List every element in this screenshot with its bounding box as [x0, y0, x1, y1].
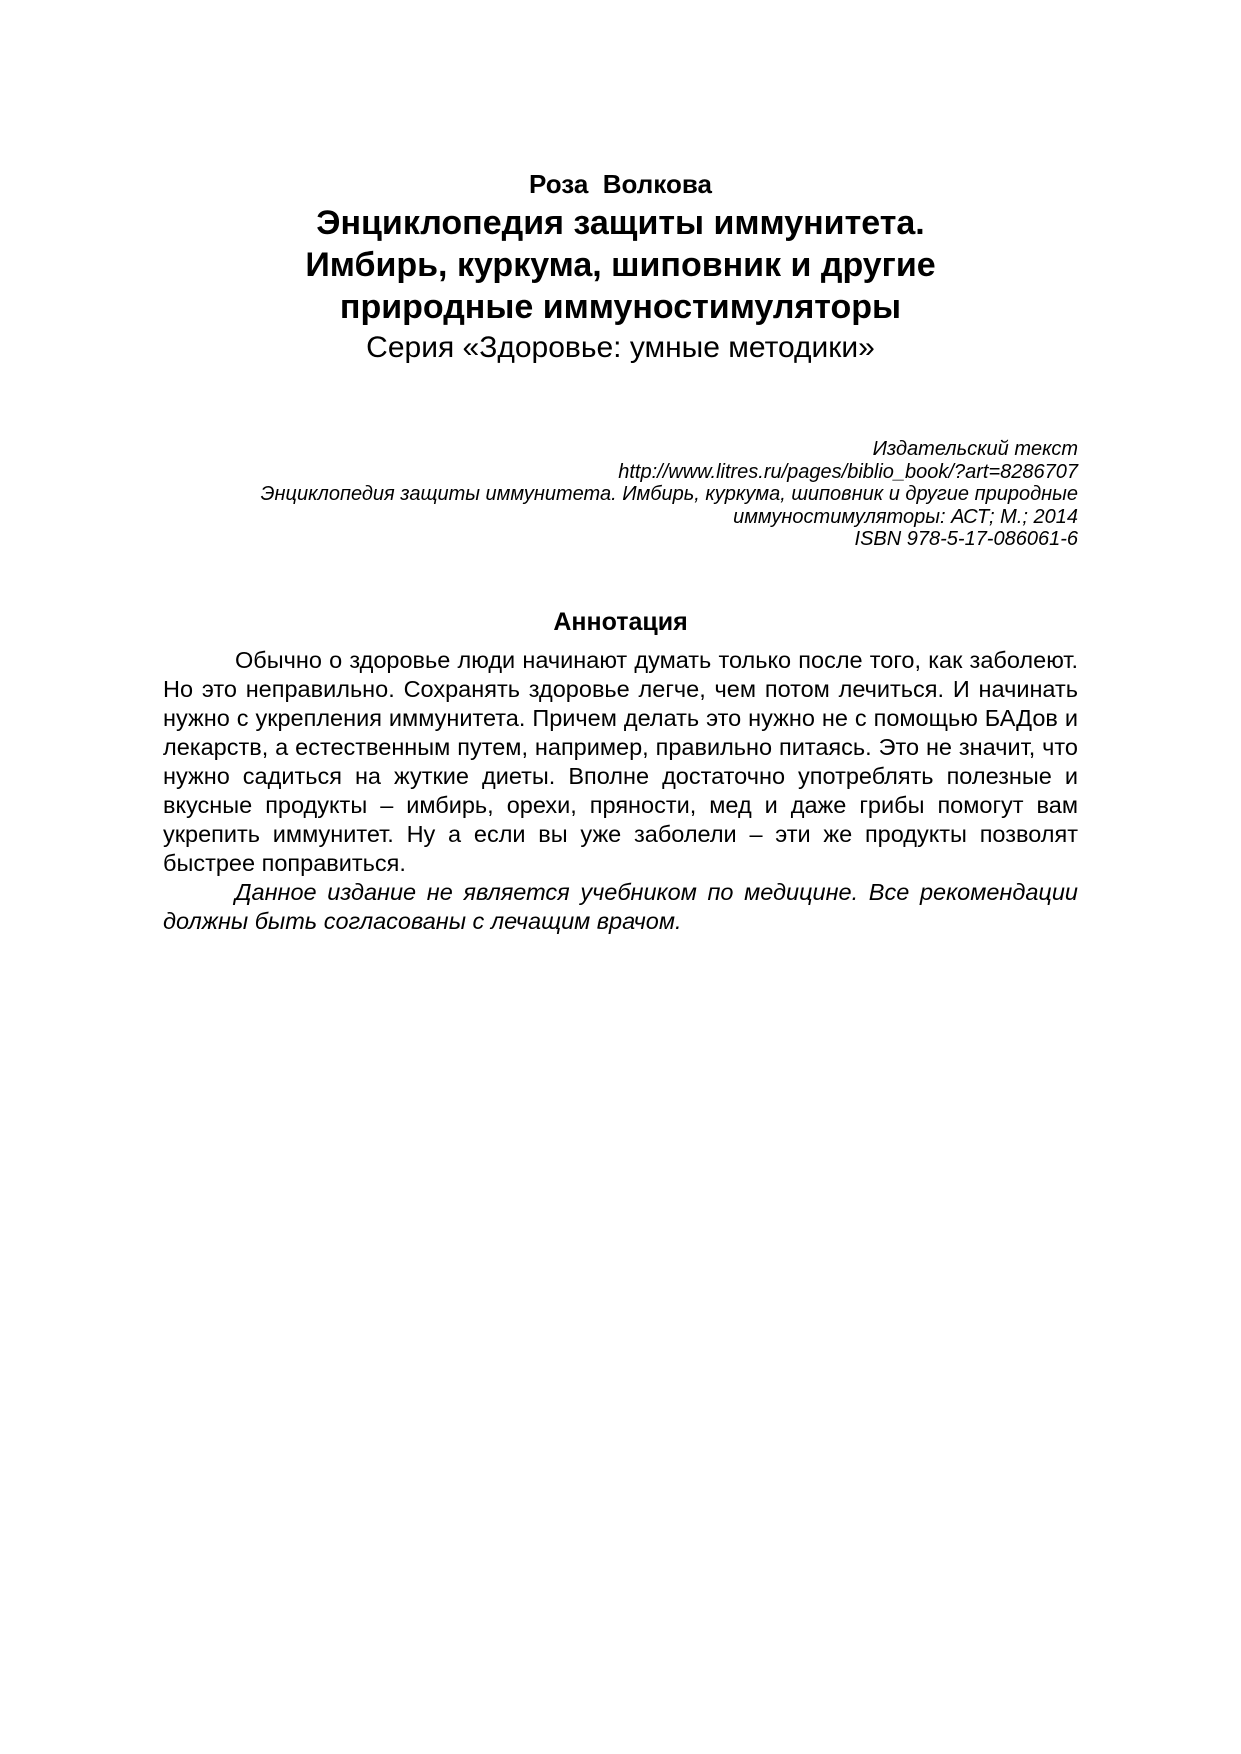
imprint-publisher-text: Издательский текст	[872, 438, 1078, 460]
annotation-paragraph-2: Данное издание не является учебником по медицине. Все рекомендации должны быть согласованы с лечащим врачом.	[163, 878, 1078, 934]
book-title-line-3: природные иммуностимуляторы	[339, 288, 902, 326]
imprint-isbn: ISBN 978-5-17-086061-6	[854, 528, 1078, 550]
imprint-bibliographic-line-1: Энциклопедия защиты иммунитета. Имбирь, куркума, шиповник и другие природные	[260, 483, 1078, 505]
annotation-heading: Аннотация	[553, 607, 688, 636]
book-title-line-2: Имбирь, куркума, шиповник и другие	[305, 246, 936, 284]
annotation-paragraph-1: Обычно о здоровье люди начинают думать только после того, как заболеют. Но это неправильно. Сохранять здоровье легче, чем потом лечиться. И начинать нужно с укрепления иммунитета. Причем делать это нужно не с помощью БАДов и лекарств, а естественным путем, например, правильно питаясь. Это не значит, что нужно садиться на жуткие диеты. Вполне достаточно употреблять полезные и вкусные продукты – имбирь, орехи, пряности, мед и даже грибы помогут вам укрепить иммунитет. Ну а если вы уже заболели – эти же продукты позволят быстрее поправиться.	[163, 646, 1078, 876]
author-name: Роза Волкова	[529, 169, 712, 199]
series-title: Серия «Здоровье: умные методики»	[366, 331, 875, 364]
book-title	[163, 202, 1078, 328]
imprint-block	[163, 438, 1078, 551]
book-title-line-1: Энциклопедия защиты иммунитета.	[316, 204, 925, 242]
imprint-url: http://www.litres.ru/pages/biblio_book/?art=8286707	[618, 460, 1078, 483]
imprint-bibliographic-line-2: иммуностимуляторы: АСТ; М.; 2014	[733, 505, 1078, 528]
